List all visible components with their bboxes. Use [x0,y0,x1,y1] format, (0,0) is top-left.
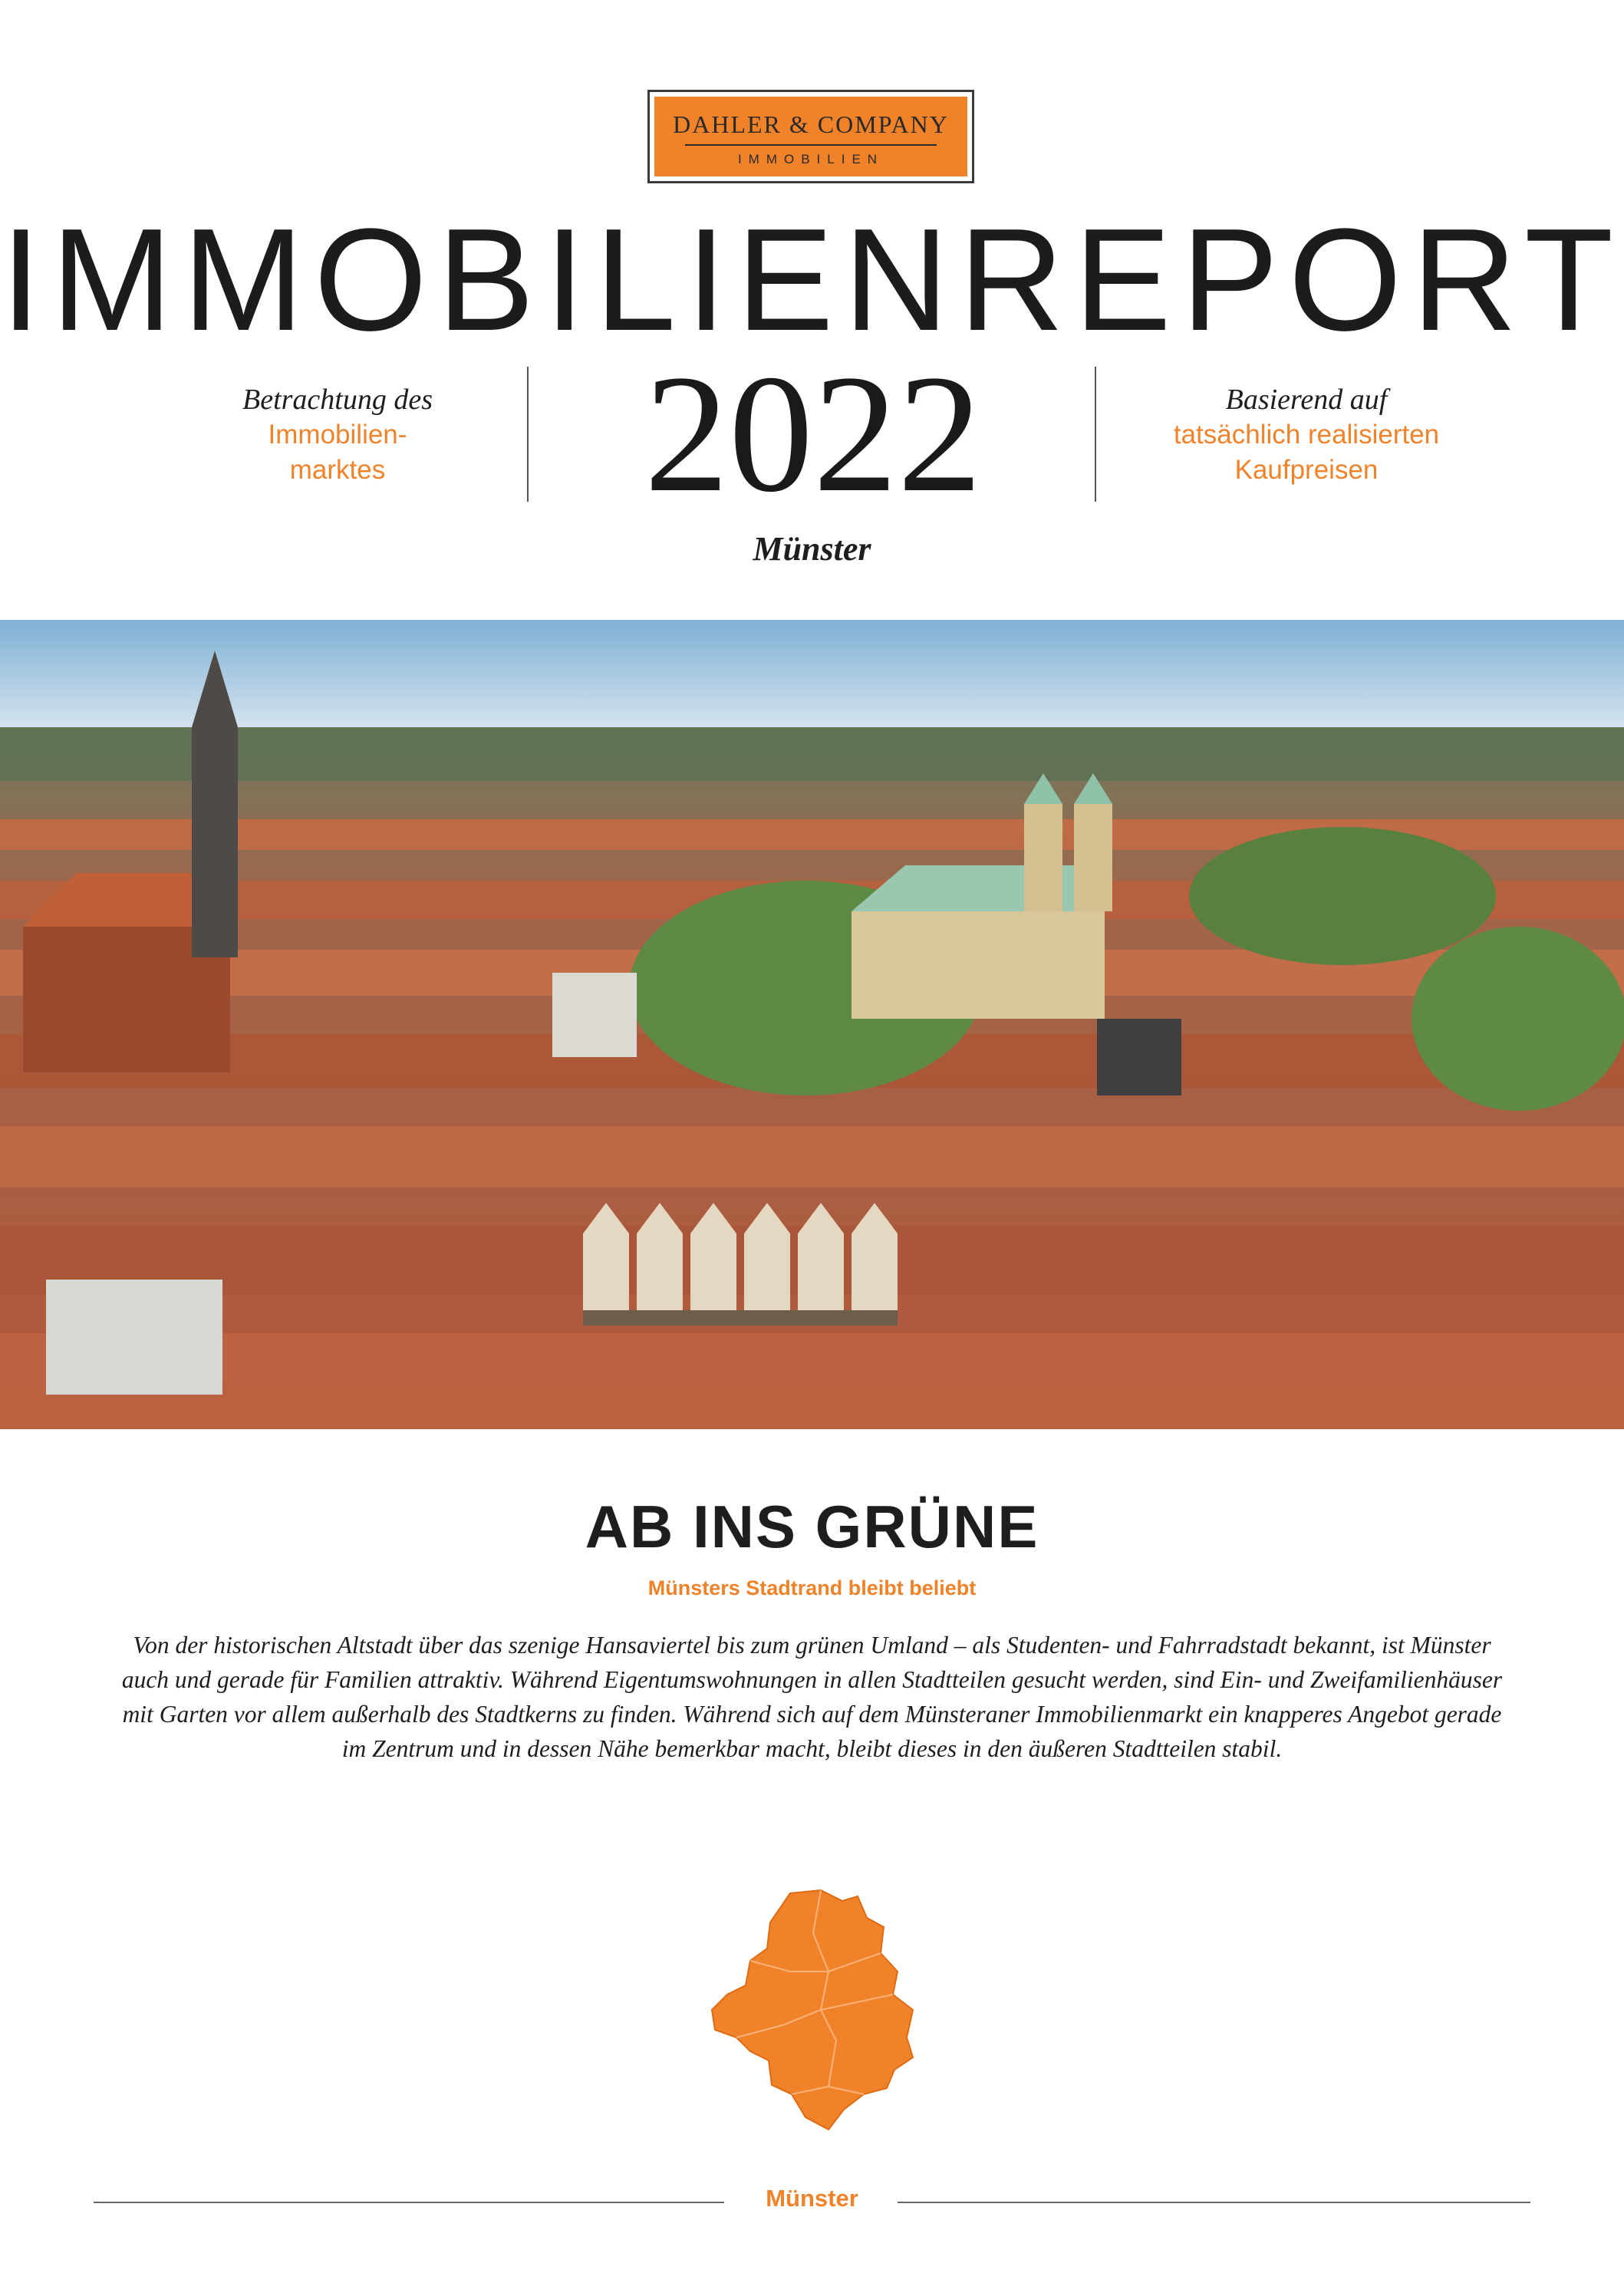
footer-rule-right [898,2202,1530,2203]
left-tagline [184,382,491,488]
muenster-map-graphic [706,1887,921,2133]
left-tagline-orange: Immobilien- marktes [268,420,407,485]
logo-rule [685,144,937,146]
logo-subtitle: IMMOBILIEN [737,152,884,166]
right-tagline-italic: Basierend auf [1225,384,1388,416]
divider-right [1095,367,1096,502]
right-tagline [1153,382,1460,488]
article-body: Von der historischen Altstadt über das szenige Hansaviertel bis zum grünen Umland – als Studenten- und Fahrradstadt bekannt, ist Münster auch und gerade für Familien attraktiv. Während Eigentumswohnungen in allen Stadtteilen gesucht werden, sind Ein- und Zweifamilienhäuser mit Garten vor allem außerhalb des Stadtkerns zu finden. Während sich auf dem Münsteraner Immobilienmarkt ein knapperes Angebot gerade im Zentrum und in dessen Nähe bemerkbar macht, bleibt dieses in den äußeren Stadtteilen stabil. [121,1632,1503,1762]
article-subhead: Münsters Stadtrand bleibt beliebt [647,1576,977,1599]
company-logo [647,90,974,183]
cover-city: Münster [753,530,871,568]
report-title: IMMOBILIENREPORT [0,199,1624,361]
footer-city: Münster [766,2185,858,2212]
article-headline: AB INS GRÜNE [585,1493,1039,1560]
report-year: 2022 [644,340,982,527]
right-tagline-orange: tatsächlich realisierten Kaufpreisen [1173,420,1440,485]
left-tagline-italic: Betrachtung des [242,384,433,416]
logo-name: DAHLER & COMPANY [673,110,949,138]
city-aerial-photo [0,620,1624,1429]
divider-left [527,367,529,502]
